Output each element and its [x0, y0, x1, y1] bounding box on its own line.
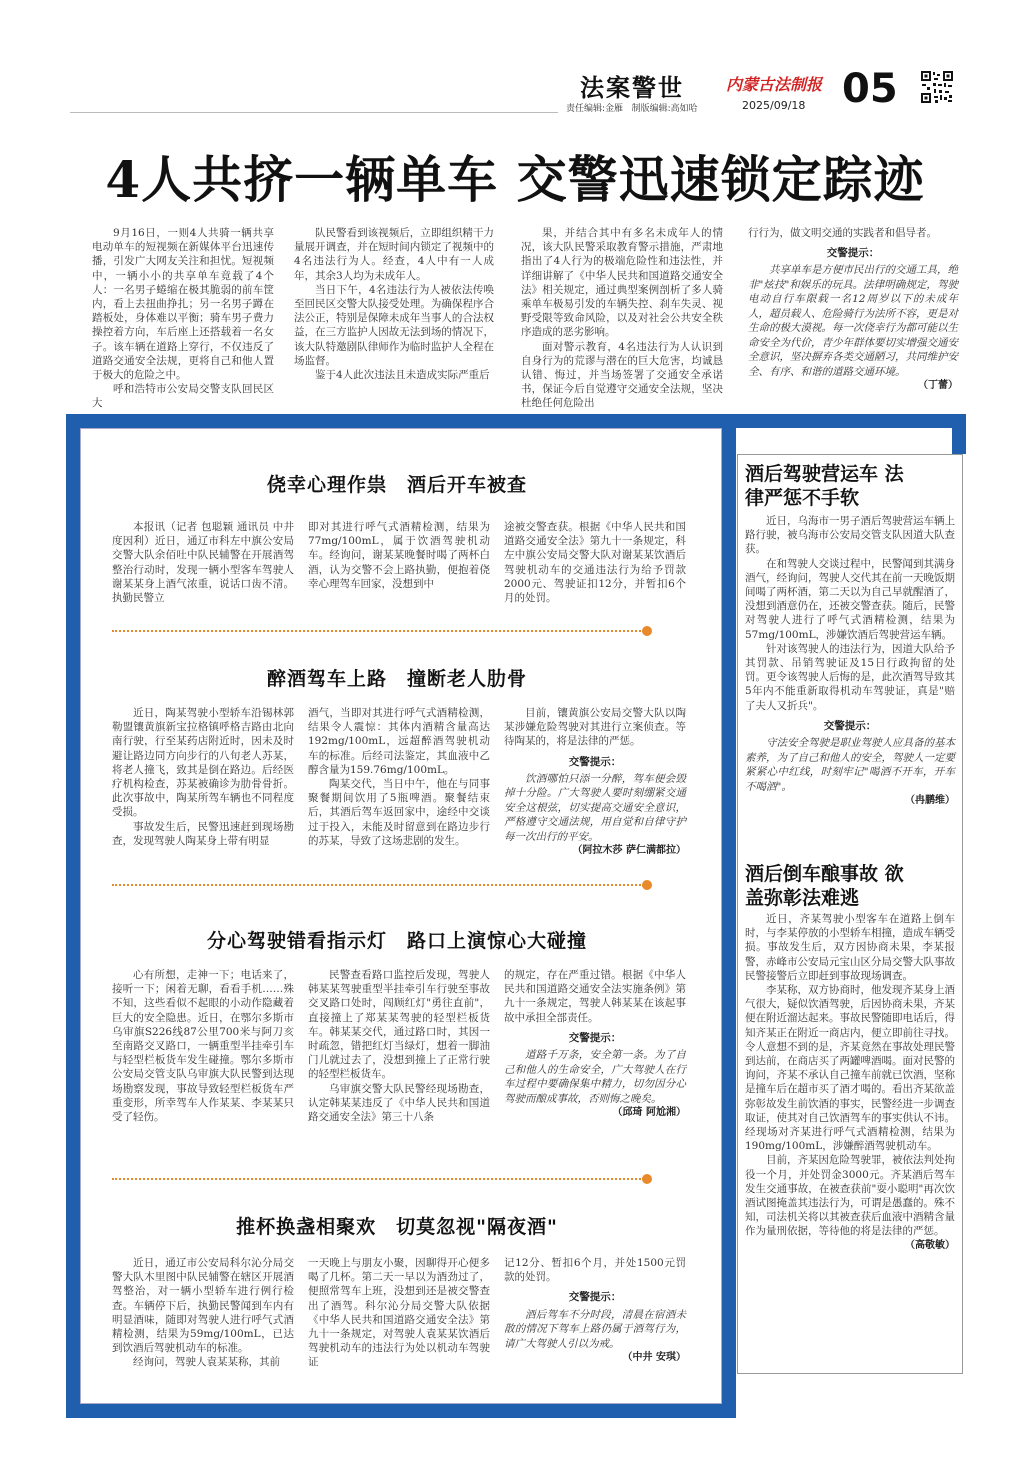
traffic-tips: 共享单车是方便市民出行的交通工具，绝非"炫技"和娱乐的玩具。法律明确规定，驾驶电动自行车限载一名12周岁以下的未成年人，超员载人、危险骑行为法所不容，更是对生命的极大漠视。每一次侥幸行为都可能以生命安全为代价，青少年群体要切实增强交通安全意识，坚决摒弃各类交通陋习，共同维护安全、有序、和谐的道路交通环境。 — [748, 264, 958, 378]
editor-credit — [566, 101, 698, 114]
byline: （邱琦 阿尬湘） — [612, 1107, 686, 1119]
paragraph: 果，并结合其中有多名未成年人的情况，该大队民警采取教育警示措施，严肃地指出了4人行为的极端危险性和违法性，并详细讲解了《中华人民共和国道路交通安全法》相关规定，通过典型案例剖析了多人骑乘单车极易引发的车辆失控、刹车失灵、视野受限等致命风险，以及对社会公共安全秩序造成的恶劣影响。 — [521, 227, 723, 339]
paragraph: 面对警示教育，4名违法行为人认识到自身行为的荒谬与潜在的巨大危害，均诚恳认错、悔过，并当场签署了交通安全承诺书，保证今后自觉遵守交通安全法规，坚决杜绝任何危险出 — [521, 340, 723, 410]
lead-col-4 — [748, 226, 958, 394]
tips-heading: 交警提示： — [826, 247, 880, 260]
paragraph: 一天晚上与朋友小聚，因聊得开心便多喝了几杯。第二天一早以为酒劲过了，便照常驾车上班，没想到还是被交警查出了酒驾。科尔沁分局交警大队依据《中华人民共和国道路交通安全法》第九十一条规定，对驾驶人袁某某饮酒后驾驶机动车的违法行为处以机动车驾驶证 — [308, 1257, 490, 1369]
sidebar-story-1 — [745, 514, 955, 808]
paragraph: 目前，齐某因危险驾驶罪，被依法判处拘役一个月，并处罚金3000元。齐某酒后驾车发生交通事故，在被查获前"耍小聪明"再次饮酒试图掩盖其违法行为，可谓是愚蠢的。殊不知，司法机关将以其被查获后血液中酒精含量作为量刑依据，等待他的将是法律的严惩。 — [745, 1154, 955, 1238]
section-3-col-2 — [308, 968, 490, 1124]
section-4-col-1 — [112, 1256, 294, 1370]
traffic-tips: 酒后驾车不分时段，清晨在宿酒未散的情况下驾车上路仍属于酒驾行为，请广大驾驶人引以为戒。 — [504, 1308, 686, 1350]
section-title: 醉酒驾车上路 撞断老人肋骨 — [266, 668, 527, 690]
paragraph: 民警查看路口监控后发现，驾驶人韩某某驾驶重型半挂牵引车行驶至事故交叉路口处时，闯顾红灯"勇往直前"，直接撞上了郑某某驾驶的轻型栏板货车。韩某某交代，通过路口时，其因一时疏忽，错把红灯当绿灯，想着一脚油门儿就过去了，没想到撞上了正常行驶的轻型栏板货车。 — [308, 969, 490, 1081]
paragraph: 事故发生后，民警迅速赶到现场勘查，发现驾驶人陶某身上带有明显 — [112, 820, 294, 847]
newspaper-logo: 内蒙古法制报 — [726, 75, 823, 94]
section-4-col-2 — [308, 1256, 490, 1370]
byline: （高敬敏） — [905, 1239, 955, 1251]
paragraph: 近日，齐某驾驶小型客车在道路上倒车时，与李某停放的小型轿车相撞，造成车辆受损。事故发生后，双方因协商未果，李某报警，赤峰市公安局元宝山区分局交警大队事故民警接警后立即赶到事故现场调查。 — [745, 913, 955, 982]
byline: （中井 安琪） — [622, 1352, 686, 1364]
paragraph: 陶某交代，当日中午，他在与同事聚餐期间饮用了5瓶啤酒。聚餐结束后，其酒后驾车返回家中，途经中交谈过于投入，未能及时留意到在路边步行的苏某，导致了这场悲剧的发生。 — [308, 778, 490, 847]
section-3-col-1 — [112, 968, 294, 1124]
section-2-col-3 — [504, 706, 686, 859]
paragraph: 在和驾驶人交谈过程中，民警闻到其满身酒气，经询问，驾驶人交代其在前一天晚饭期间喝了两杯酒，第二天以为自己早就醒酒了，没想到酒意仍在，还被交警查获。随后，民警对驾驶人进行了呼气式酒精检测，结果为57mg/100mL，涉嫌饮酒后驾驶营运车辆。 — [745, 557, 955, 641]
paragraph: 记12分、暂扣6个月，并处1500元罚款的处罚。 — [504, 1257, 686, 1284]
editor-name: 责任编辑:金雁 — [566, 104, 624, 114]
paragraph: 近日，通辽市公安局科尔沁分局交警大队木里图中队民辅警在辖区开展酒驾整治，对一辆小型轿车进行例行检查。车辆停下后，执勤民警闻到车内有明显酒味，随即对驾驶人进行呼气式酒精检测，结果为59mg/100mL，已达到饮酒后驾驶机动车的标准。 — [112, 1257, 294, 1355]
tips-heading: 交警提示： — [568, 1291, 622, 1304]
tips-heading: 交警提示： — [568, 1031, 622, 1044]
paragraph: 心有所想，走神一下；电话来了，接听一下；闲着无聊，看看手机……殊不知，这些看似不起眼的小动作隐藏着巨大的安全隐患。近日，在鄂尔多斯市乌审旗S226线87公里700米与阿刀亥至南路交叉路口，一辆重型半挂牵引车与轻型栏板货车发生碰撞。鄂尔多斯市公安局交管支队乌审旗大队民警到达现场勘察发现，事故导致轻型栏板货车严重变形，所幸驾车人作某某、李某某只受了轻伤。 — [112, 969, 294, 1124]
paragraph: 即对其进行呼气式酒精检测，结果为77mg/100mL，属于饮酒驾驶机动车。经询问，谢某某晚餐时喝了两杯白酒，认为交警不会上路执勤，便抱着侥幸心理驾车回家，没想到中 — [308, 521, 490, 590]
page-headline: 4人共挤一辆单车 交警迅速锁定踪迹 — [105, 150, 925, 209]
masthead — [560, 68, 950, 116]
paragraph: 针对该驾驶人的违法行为，因道大队给予其罚款、吊销驾驶证及15日行政拘留的处罚。更令该驾驶人后悔的是，此次酒驾导致其5年内不能重新取得机动车驾驶证，真是"赔了夫人又折兵"。 — [745, 642, 955, 712]
paragraph: 行行为，做文明交通的实践者和倡导者。 — [748, 227, 937, 239]
paragraph: 呼和浩特市公安局交警支队回民区大 — [92, 383, 274, 410]
traffic-tips: 守法安全驾驶是职业驾驶人应具备的基本素养，为了自己和他人的安全，驾驶人一定要紧紧心中红线，时刻牢记"喝酒不开车，开车不喝酒"。 — [745, 737, 955, 793]
section-name: 法案警世 — [580, 73, 684, 102]
paragraph: 近日，陶某驾驶小型轿车沿锡林郭勒盟镶黄旗新宝拉格镇呼格吉路由北向南行驶，行至某药店附近时，因未及时避让路边同方向步行的八旬老人苏某，将老人撞飞，致其是倒在路边。后经医疗机构检查，苏某被确诊为肋骨骨折。此次事故中，陶某所驾车辆也不同程度受损。 — [112, 707, 294, 819]
paragraph: 目前，镶黄旗公安局交警大队以陶某涉嫌危险驾驶对其进行立案侦查。等待陶某的，将是法律的严惩。 — [504, 707, 686, 748]
lead-col-1 — [92, 226, 274, 411]
paragraph: 当日下午，4名违法行为人被依法传唤至回民区交警大队接受处理。为确保程序合法公正，特别是保障未成年当事人的合法权益，在三方监护人因故无法到场的情况下，该大队特邀剧队律师作为临时监护人全程在场监督。 — [294, 283, 494, 367]
divider-dot — [642, 626, 652, 636]
designer-name: 制版编辑:高如哈 — [631, 104, 698, 114]
paragraph: 途被交警查获。根据《中华人民共和国道路交通安全法》第九十一条规定，科左中旗公安局交警大队对谢某某饮酒后驾驶机动车的交通违法行为给予罚款2000元、驾驶证扣12分，并暂扣6个月的处罚。 — [504, 521, 686, 605]
paragraph: 队民警看到该视频后，立即组织精干力量展开调查，并在短时间内锁定了视频中的4名违法行为人。经查，4人中有一人成年，其余3人均为未成年人。 — [294, 227, 494, 282]
traffic-tips: 道路千万条，安全第一条。为了自己和他人的生命安全，广大驾驶人在行车过程中要确保集中精力，切勿因分心驾驶而酿成事故，否则悔之晚矣。 — [504, 1049, 686, 1105]
divider — [112, 630, 644, 632]
section-title: 侥幸心理作祟 酒后开车被查 — [266, 474, 527, 496]
byline: （丁蕾） — [918, 380, 958, 392]
paragraph: 李某称，双方协商时，他发现齐某身上酒气很大，疑似饮酒驾驶，后因协商未果，齐某便在附近溜达起来。事故民警随即电话后，得知齐某正在附近一商店内，便立即前往寻找。令人意想不到的是，齐某竟然在事故处理民警到达前，在商店买了两罐啤酒喝。面对民警的询问，齐某不承认自己撞车前就已饮酒，坚称是撞车后在超市买了酒才喝的。看出齐某欲盖弥彰故发生前饮酒的事实，民警经进一步调查取证，使其对自己饮酒驾车的事实供认不讳。经现场对齐某进行呼气式酒精检测，结果为190mg/100mL，涉嫌醉酒驾驶机动车。 — [745, 984, 955, 1153]
paragraph: 的规定，存在严重过错。根据《中华人民共和国道路交通安全法实施条例》第九十一条规定，驾驶人韩某某在该起事故中承担全部责任。 — [504, 969, 686, 1024]
sidebar-title: 酒后倒车酿事故 欲盖弥彰法难逃 — [745, 863, 904, 909]
section-3-col-3 — [504, 968, 686, 1120]
lead-col-2 — [294, 226, 494, 382]
issue-date: 2025/09/18 — [742, 99, 806, 112]
section-1-col-3 — [504, 520, 686, 605]
byline: （阿拉木莎 萨仁满都拉） — [572, 845, 686, 857]
paragraph: 本报讯（记者 包聪颖 通讯员 中井 度因利）近日，通辽市科左中旗公安局交警大队余佰吐中队民辅警在开展酒驾整治行动时，发现一辆小型客车驾驶人谢某某身上酒气浓重，说话口齿不清。执勤民警立 — [112, 521, 294, 605]
paragraph: 酒气，当即对其进行呼气式酒精检测，结果令人震惊：其体内酒精含量高达192mg/100mL，远超醉酒驾驶机动车的标准。后经司法鉴定，其血液中乙醇含量为159.76mg/100mL。 — [308, 707, 490, 776]
section-2-col-2 — [308, 706, 490, 848]
section-title: 推杯换盏相聚欢 切莫忽视"隔夜酒" — [236, 1216, 558, 1238]
section-2-col-1 — [112, 706, 294, 848]
paragraph: 经询问，驾驶人袁某某称，其前 — [133, 1356, 280, 1369]
paragraph: 鉴于4人此次违法且未造成实际严重后 — [315, 369, 490, 382]
tips-heading: 交警提示： — [568, 755, 622, 768]
paragraph: 乌审旗交警大队民警经现场勘查，认定韩某某违反了《中华人民共和国道路交通安全法》第三十八条 — [308, 1082, 490, 1124]
divider — [112, 1178, 644, 1180]
page-number: 05 — [842, 66, 898, 112]
section-4-col-3 — [504, 1256, 686, 1365]
sidebar-title: 酒后驾驶营运车 法律严惩不手软 — [745, 463, 904, 509]
paragraph: 近日，乌海市一男子酒后驾驶营运车辆上路行驶，被乌海市公安局交管支队因道大队查获。 — [745, 515, 955, 556]
divider — [112, 884, 644, 886]
lead-col-3 — [521, 226, 723, 411]
sidebar-story-2 — [745, 912, 955, 1253]
section-title: 分心驾驶错看指示灯 路口上演惊心大碰撞 — [206, 930, 587, 952]
section-1-col-1 — [112, 520, 294, 605]
divider-dot — [642, 1174, 652, 1184]
masthead-rule — [70, 112, 558, 113]
traffic-tips: 饮酒哪怕只添一分醉，驾车便会毁掉十分险。广大驾驶人要时刻绷紧交通安全这根弦，切实提高交通安全意识，严格遵守交通法规，用自觉和自律守护每一次出行的平安。 — [504, 772, 686, 843]
qr-code-icon — [920, 70, 954, 104]
paragraph: 9月16日，一则4人共骑一辆共享电动单车的短视频在新媒体平台迅速传播，引发广大网友关注和担忧。短视频中，一辆小小的共享单车竟载了4个人：一名男子蜷缩在极其脆弱的前车筐内，看上去扭曲挣扎；另一名男子蹲在踏板处，身体难以平衡；骑车男子费力操控着方向，车后座上还搭载着一名女子。该车辆在道路上穿行，不仅违反了道路交通安全法规，更将自己和他人置于极大的危险之中。 — [92, 227, 274, 382]
section-1-col-2 — [308, 520, 490, 591]
tips-heading: 交警提示： — [823, 719, 877, 732]
divider-dot — [642, 880, 652, 890]
byline: （冉鹏维） — [905, 795, 955, 807]
